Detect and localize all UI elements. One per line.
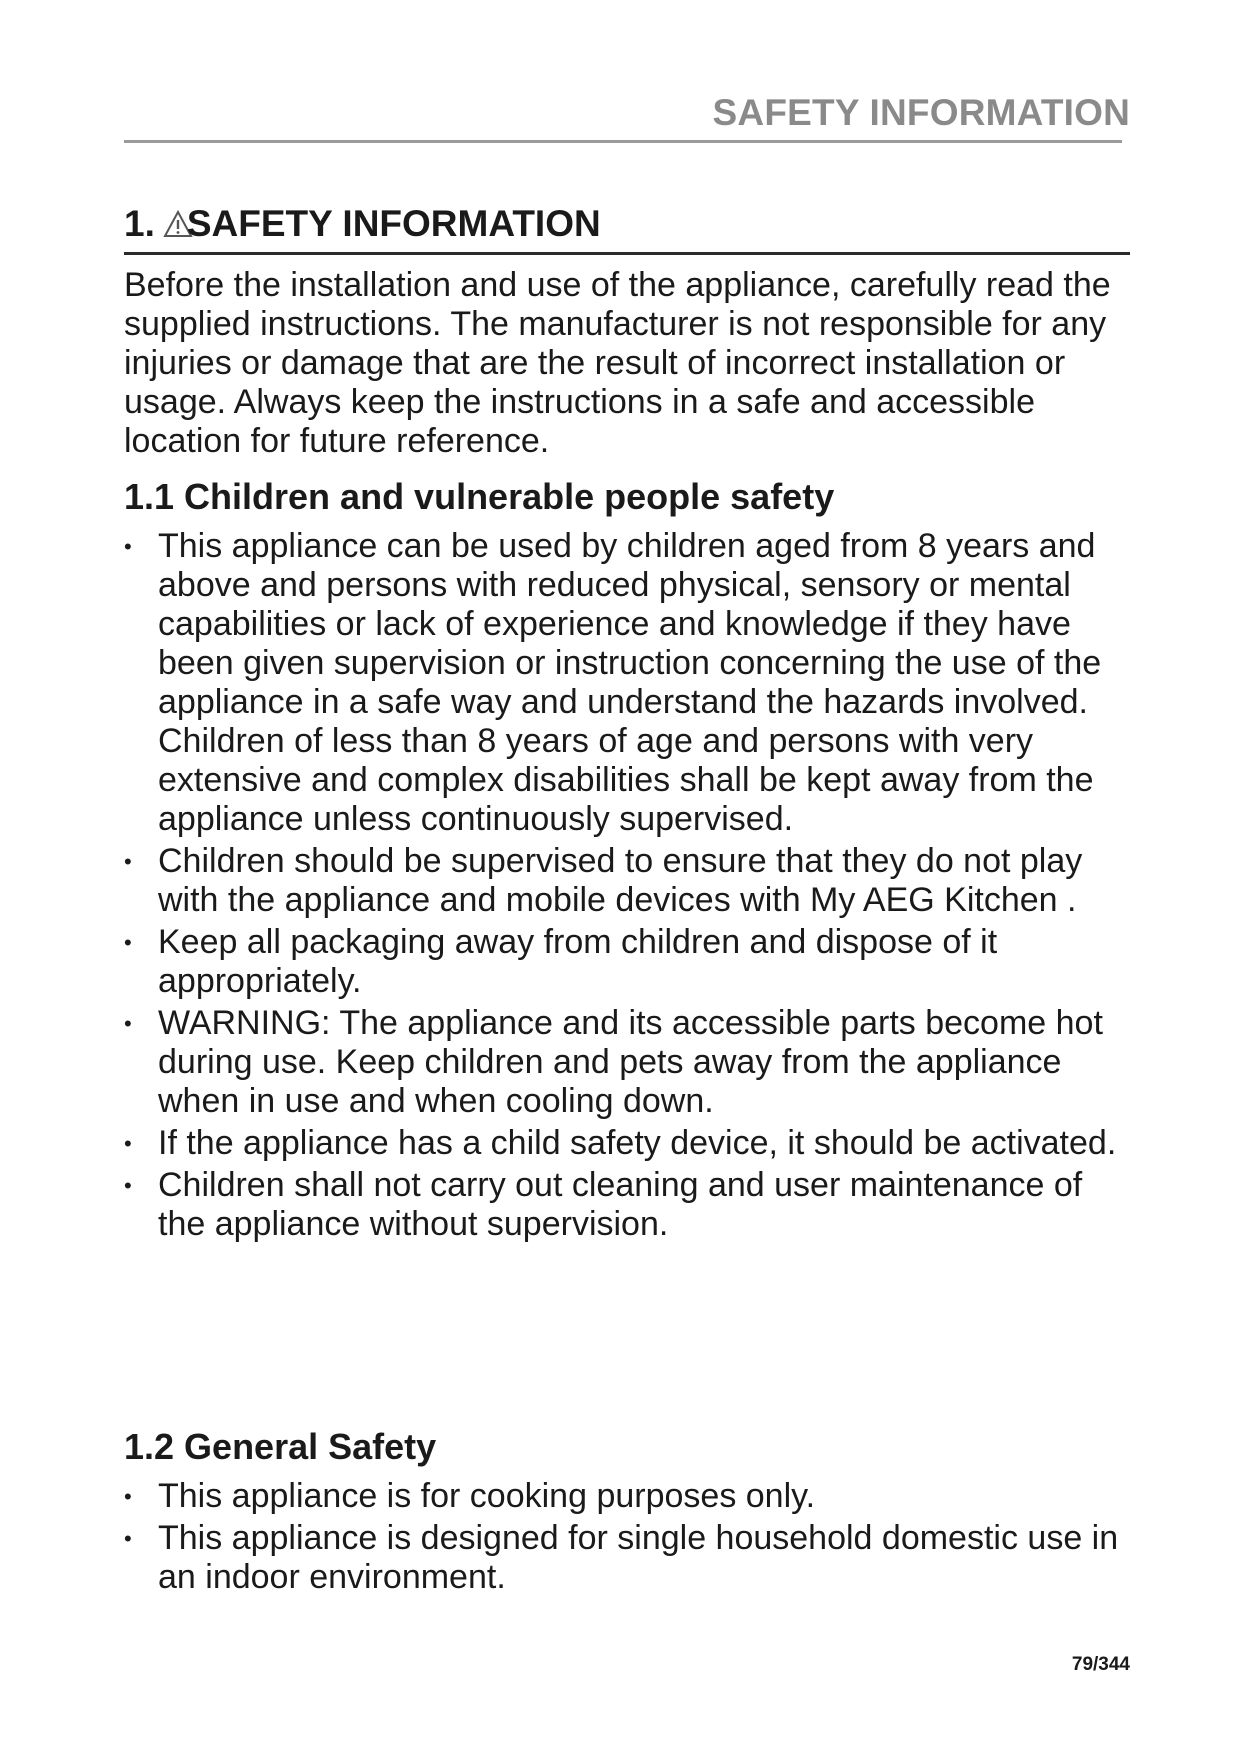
running-header: SAFETY INFORMATION <box>712 92 1130 133</box>
general-safety-list <box>124 1477 1130 1600</box>
list-item: • If the appliance has a child safety device, it should be activated. <box>124 1124 1117 1162</box>
section-title-text: SAFETY INFORMATION <box>186 203 601 244</box>
header-divider <box>124 140 1122 143</box>
list-item: • This appliance can be used by children aged from 8 years and above and persons with reduced physical, sensory or mental capabilities or lack of experience and knowledge if they have been given supervision or instruction concerning the use of the appliance in a safe way and understand the hazards involved. Children of less than 8 years of age and persons with very extensive and complex disabilities shall be kept away from the appliance unless continuously supervised. <box>124 527 1102 838</box>
subsection-title-general: 1.2 General Safety <box>124 1426 437 1467</box>
section-title <box>124 202 1130 255</box>
page-number: 79/344 <box>1071 1654 1130 1675</box>
list-item: • WARNING: The appliance and its accessible parts become hot during use. Keep children and pets away from the appliance when in use and when cooling down. <box>124 1004 1103 1120</box>
intro-paragraph: Before the installation and use of the appliance, carefully read the supplied instructions. The manufacturer is not responsible for any injuries or damage that are the result of incorrect installation or usage. Always keep the instructions in a safe and accessible location for future reference. <box>124 266 1111 460</box>
bullet-icon: • <box>124 1484 132 1509</box>
bullet-icon: • <box>124 1131 132 1156</box>
list-item: • Children shall not carry out cleaning and user maintenance of the appliance without supervision. <box>124 1166 1083 1243</box>
list-item: • This appliance is designed for single household domestic use in an indoor environment. <box>124 1519 1119 1596</box>
subsection-title-children: 1.1 Children and vulnerable people safety <box>124 476 835 517</box>
list-item: • Children should be supervised to ensure that they do not play with the appliance and mobile devices with My AEG Kitchen . <box>124 842 1083 919</box>
bullet-icon: • <box>124 1526 132 1551</box>
document-page <box>124 0 1130 1754</box>
bullet-icon: • <box>124 1173 132 1198</box>
list-item: • Keep all packaging away from children and dispose of it appropriately. <box>124 923 998 1000</box>
bullet-icon: • <box>124 930 132 955</box>
bullet-icon: • <box>124 849 132 874</box>
list-item: • This appliance is for cooking purposes only. <box>124 1477 816 1515</box>
bullet-icon: • <box>124 1011 132 1036</box>
children-safety-list <box>124 527 1130 1247</box>
bullet-icon: • <box>124 534 132 559</box>
section-number: 1. <box>124 203 155 244</box>
